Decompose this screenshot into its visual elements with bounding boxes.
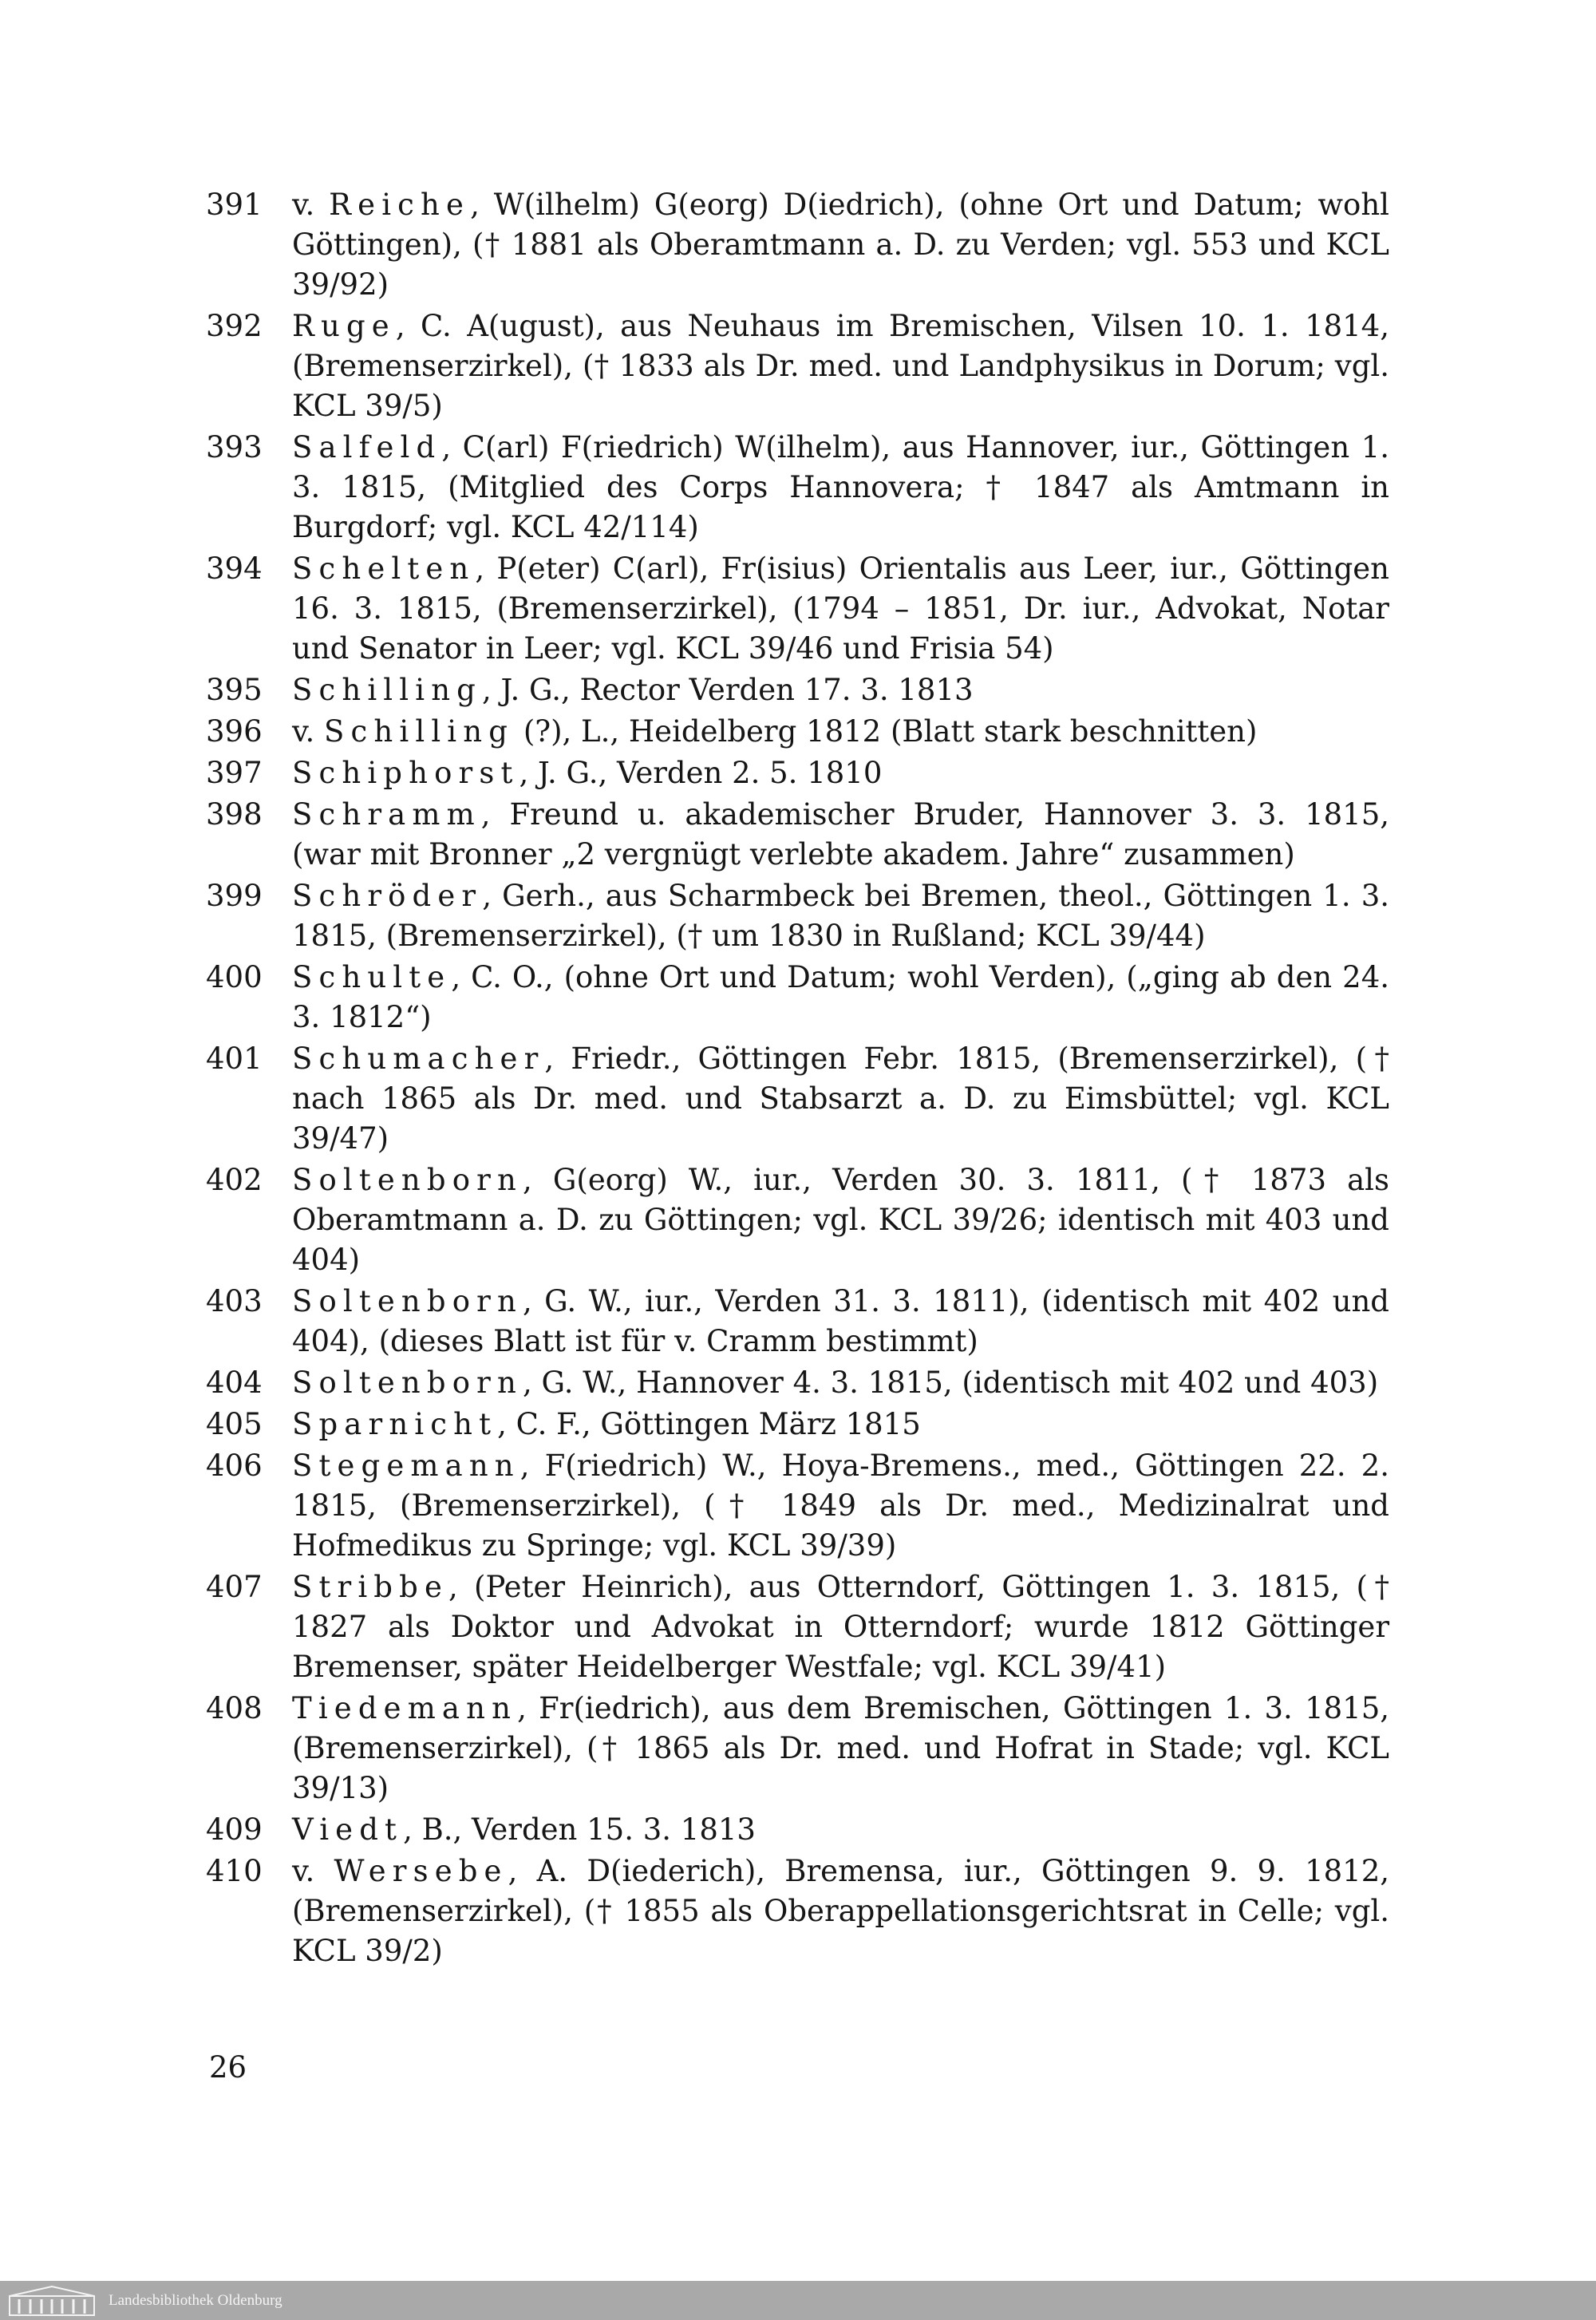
entry-number: 408	[206, 1691, 263, 1725]
entry-text	[292, 306, 1389, 426]
entry-number: 401	[206, 1041, 263, 1076]
entry-number: 393	[206, 430, 263, 464]
entry-details: (?), L., Heidelberg 1812 (Blatt stark beschnitten)	[514, 714, 1258, 749]
entry-number: 400	[206, 960, 263, 994]
entry-item	[206, 1039, 1389, 1159]
entry-item	[206, 1282, 1389, 1362]
entry-number: 407	[206, 1570, 263, 1604]
entry-number: 402	[206, 1163, 263, 1197]
entry-surname: Soltenborn	[292, 1366, 523, 1400]
entry-text	[292, 795, 1389, 875]
entry-item	[206, 1446, 1389, 1566]
entry-number: 395	[206, 673, 263, 707]
entry-text	[292, 428, 1389, 547]
entry-details: , C. A(ugust), aus Neuhaus im Bremischen, Vilsen 10. 1. 1814, (Bremenserzirkel), († 1833 als Dr. med. und Landphysikus in Dorum; vgl. KCL 39/5)	[292, 309, 1389, 423]
library-name: Landesbibliothek Oldenburg	[109, 2291, 282, 2309]
entry-item	[206, 1852, 1389, 1971]
entry-number: 403	[206, 1284, 263, 1318]
entry-item	[206, 1689, 1389, 1808]
entry-details: , C. O., (ohne Ort und Datum; wohl Verden), („ging ab den 24. 3. 1812“)	[292, 960, 1389, 1034]
entry-surname: Schiphorst	[292, 756, 519, 790]
entry-item	[206, 428, 1389, 547]
entry-item	[206, 670, 1389, 710]
entry-number: 406	[206, 1449, 263, 1483]
entry-item	[206, 958, 1389, 1037]
entry-number: 410	[206, 1854, 263, 1888]
entry-surname: Schumacher	[292, 1041, 545, 1076]
entry-details: , G(eorg) W., iur., Verden 30. 3. 1811, († 1873 als Oberamtmann a. D. zu Göttingen; vgl. KCL 39/26; identisch mit 403 und 404)	[292, 1163, 1389, 1277]
entry-prefix: v.	[292, 188, 330, 222]
entry-surname: Schelten	[292, 551, 476, 586]
entry-text	[292, 1405, 1389, 1445]
entry-surname: Viedt	[292, 1812, 404, 1847]
entry-number: 397	[206, 756, 263, 790]
entry-item	[206, 185, 1389, 305]
entry-details: , Freund u. akademischer Bruder, Hannover 3. 3. 1815, (war mit Bronner „2 vergnügt verlebte akadem. Jahre“ zusammen)	[292, 797, 1389, 871]
entry-number: 392	[206, 309, 263, 343]
entry-surname: Schilling	[324, 714, 515, 749]
entry-text	[292, 1363, 1389, 1403]
entry-surname: Soltenborn	[292, 1163, 523, 1197]
entry-item	[206, 1567, 1389, 1687]
entry-details: , Friedr., Göttingen Febr. 1815, (Bremenserzirkel), († nach 1865 als Dr. med. und Stabsarzt a. D. zu Eimsbüttel; vgl. KCL 39/47)	[292, 1041, 1389, 1156]
entry-list	[206, 185, 1389, 1973]
entry-item	[206, 753, 1389, 793]
entry-number: 399	[206, 879, 263, 913]
entry-surname: Schröder	[292, 879, 483, 913]
entry-details: , W(ilhelm) G(eorg) D(iedrich), (ohne Ort und Datum; wohl Göttingen), († 1881 als Oberamtmann a. D. zu Verden; vgl. 553 und KCL 39/92)	[292, 188, 1389, 302]
entry-surname: Sparnicht	[292, 1407, 498, 1441]
entry-details: , Gerh., aus Scharmbeck bei Bremen, theol., Göttingen 1. 3. 1815, (Bremenserzirkel), († um 1830 in Rußland; KCL 39/44)	[292, 879, 1389, 953]
entry-details: , F(riedrich) W., Hoya-Bremens., med., Göttingen 22. 2. 1815, (Bremenserzirkel), († 1849 als Dr. med., Medizinalrat und Hofmedikus zu Springe; vgl. KCL 39/39)	[292, 1449, 1389, 1563]
entry-number: 391	[206, 188, 263, 222]
entry-number: 394	[206, 551, 263, 586]
entry-details: , G. W., Hannover 4. 3. 1815, (identisch mit 402 und 403)	[522, 1366, 1379, 1400]
entry-item	[206, 549, 1389, 669]
entry-surname: Schilling	[292, 673, 483, 707]
entry-item	[206, 712, 1389, 752]
page-number: 26	[209, 2050, 247, 2085]
entry-surname: Salfeld	[292, 430, 442, 464]
entry-details: , P(eter) C(arl), Fr(isius) Orientalis aus Leer, iur., Göttingen 16. 3. 1815, (Bremenserzirkel), (1794 – 1851, Dr. iur., Advokat, Notar und Senator in Leer; vgl. KCL 39/46 und Frisia 54)	[292, 551, 1389, 666]
entry-details: , J. G., Rector Verden 17. 3. 1813	[482, 673, 974, 707]
entry-number: 409	[206, 1812, 263, 1847]
entry-surname: Wersebe	[334, 1854, 508, 1888]
entry-surname: Reiche	[329, 188, 471, 222]
entry-item	[206, 795, 1389, 875]
entry-prefix: v.	[292, 1854, 334, 1888]
entry-number: 405	[206, 1407, 263, 1441]
entry-item	[206, 876, 1389, 956]
entry-details: , J. G., Verden 2. 5. 1810	[519, 756, 883, 790]
entry-surname: Schulte	[292, 960, 452, 994]
entry-item	[206, 1160, 1389, 1280]
entry-details: , B., Verden 15. 3. 1813	[403, 1812, 756, 1847]
entry-item	[206, 1405, 1389, 1445]
entry-text	[292, 1852, 1389, 1971]
entry-text	[292, 753, 1389, 793]
entry-surname: Tiedemann	[292, 1691, 518, 1725]
entry-details: , Fr(iedrich), aus dem Bremischen, Göttingen 1. 3. 1815, (Bremenserzirkel), († 1865 als Dr. med. und Hofrat in Stade; vgl. KCL 39/13)	[292, 1691, 1389, 1805]
entry-surname: Soltenborn	[292, 1284, 523, 1318]
entry-text	[292, 185, 1389, 305]
entry-number: 404	[206, 1366, 263, 1400]
entry-prefix: v.	[292, 714, 325, 749]
entry-text	[292, 1567, 1389, 1687]
entry-text	[292, 549, 1389, 669]
entry-text	[292, 1689, 1389, 1808]
entry-surname: Stribbe	[292, 1570, 448, 1604]
entry-text	[292, 876, 1389, 956]
entry-text	[292, 1039, 1389, 1159]
entry-details: , C(arl) F(riedrich) W(ilhelm), aus Hannover, iur., Göttingen 1. 3. 1815, (Mitglied des Corps Hannovera; † 1847 als Amtmann in Burgdorf; vgl. KCL 42/114)	[292, 430, 1389, 544]
footer-bar	[0, 2281, 1596, 2320]
entry-surname: Ruge	[292, 309, 396, 343]
entry-details: , G. W., iur., Verden 31. 3. 1811), (identisch mit 402 und 404), (dieses Blatt ist für v. Cramm bestimmt)	[292, 1284, 1389, 1358]
entry-text	[292, 958, 1389, 1037]
entry-item	[206, 1810, 1389, 1850]
entry-text	[292, 712, 1389, 752]
entry-text	[292, 1810, 1389, 1850]
entry-number: 396	[206, 714, 263, 749]
entry-text	[292, 1282, 1389, 1362]
entry-details: , (Peter Heinrich), aus Otterndorf, Göttingen 1. 3. 1815, († 1827 als Doktor und Advokat in Otterndorf; wurde 1812 Göttinger Bremenser, später Heidelberger Westfale; vgl. KCL 39/41)	[292, 1570, 1389, 1684]
entry-details: , A. D(iederich), Bremensa, iur., Göttingen 9. 9. 1812, (Bremenserzirkel), († 1855 als Oberappellationsgerichtsrat in Celle; vgl. KCL 39/2)	[292, 1854, 1389, 1968]
entry-text	[292, 670, 1389, 710]
entry-item	[206, 1363, 1389, 1403]
entry-number: 398	[206, 797, 263, 832]
library-building-icon	[8, 2285, 96, 2317]
entry-surname: Schramm	[292, 797, 481, 832]
entry-item	[206, 306, 1389, 426]
entry-text	[292, 1446, 1389, 1566]
entry-details: , C. F., Göttingen März 1815	[497, 1407, 921, 1441]
entry-surname: Stegemann	[292, 1449, 520, 1483]
entry-text	[292, 1160, 1389, 1280]
